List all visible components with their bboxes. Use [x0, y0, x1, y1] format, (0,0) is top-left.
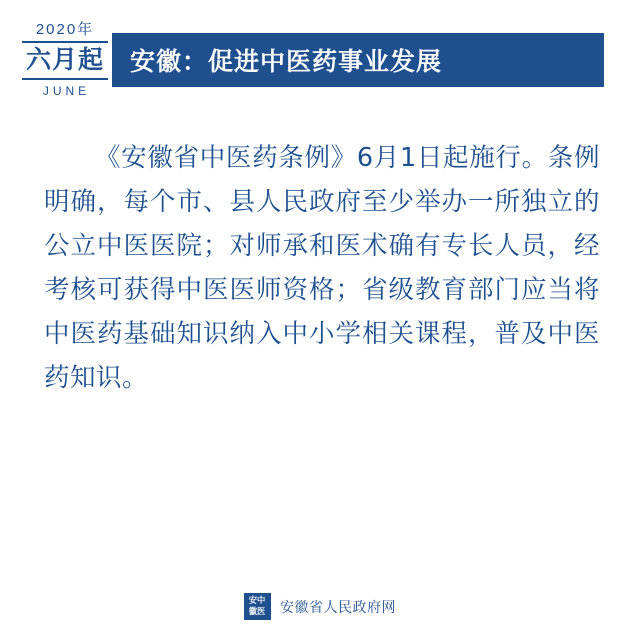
date-month-english: JUNE — [42, 84, 91, 98]
source-logo-line1: 安中 — [249, 595, 266, 606]
source-name: 安徽省人民政府网 — [280, 599, 396, 616]
date-year: 2020年 — [35, 21, 95, 38]
date-month: 六月起 — [22, 41, 108, 80]
date-block — [22, 20, 108, 102]
footer — [0, 593, 640, 620]
source-logo-line2: 徽医 — [249, 606, 266, 617]
title-bar — [112, 33, 604, 87]
page-title: 安徽：促进中医药事业发展 — [130, 47, 443, 76]
source-logo-icon — [244, 593, 271, 620]
body-paragraph: 《安徽省中医药条例》6月1日起施行。条例明确，每个市、县人民政府至少举办一所独立的公立中医医院；对师承和医术确有专长人员，经考核可获得中医医师资格；省级教育部门应当将中医药基础知识纳入中小学相关课程，普及中医药知识。 — [44, 143, 600, 393]
